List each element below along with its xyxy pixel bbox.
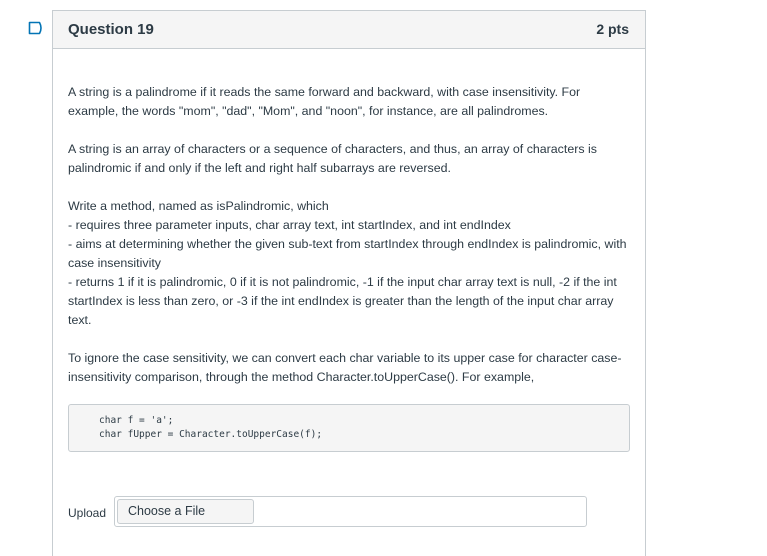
code-line: char f = 'a'; [99, 415, 174, 426]
paragraph-char-array: A string is an array of characters or a sequence of characters, and thus, an array of characters is palindromic if and only if the left and right half subarrays are reversed. [68, 142, 597, 175]
question-header [53, 11, 645, 49]
question-card [52, 10, 646, 556]
paragraph-palindrome-definition: A string is a palindrome if it reads the same forward and backward, with case insensitivity. For example, the words "mom", "dad", "Mom", and "noon", for instance, are all palindromes. [68, 85, 581, 118]
question-body [53, 49, 645, 536]
question-title: Question 19 [68, 21, 154, 38]
requirement-item: - returns 1 if it is palindromic, 0 if it is not palindromic, -1 if the input char array text is null, -2 if the int startIndex is less than zero, or -3 if the int endIndex is greater than the length of the input char array text. [68, 275, 617, 327]
requirement-item: - requires three parameter inputs, char array text, int startIndex, and int endIndex [68, 218, 511, 232]
paragraph-case-note: To ignore the case sensitivity, we can convert each char variable to its upper case for character case-insensitivity comparison, through the method Character.toUpperCase(). For example, [68, 351, 622, 384]
requirements-intro: Write a method, named as isPalindromic, which [68, 199, 329, 213]
requirement-item: - aims at determining whether the given sub-text from startIndex through endIndex is palindromic, with case insensitivity [68, 237, 627, 270]
choose-file-button[interactable]: Choose a File [117, 499, 254, 524]
code-line: char fUpper = Character.toUpperCase(f); [99, 429, 323, 440]
upload-row [68, 496, 630, 536]
paragraph-requirements [68, 197, 630, 330]
code-example [68, 404, 630, 452]
file-upload-input[interactable] [114, 496, 587, 527]
flag-question-icon[interactable] [28, 21, 44, 35]
question-points: 2 pts [596, 21, 629, 37]
upload-label: Upload [68, 506, 107, 520]
